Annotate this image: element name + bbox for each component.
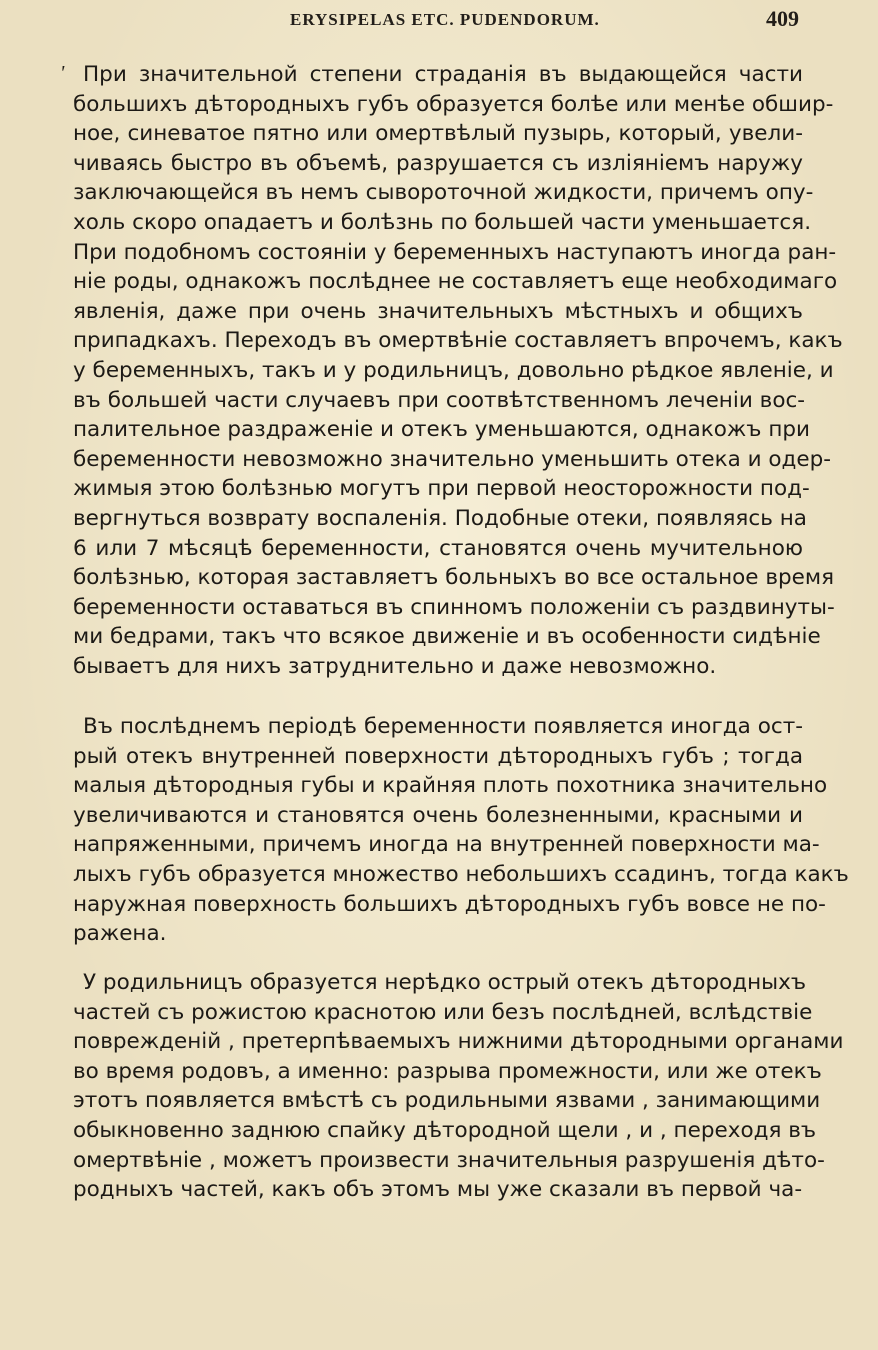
text-line: ное, синеватое пятно или омертвѣлый пузырь, который, увели-: [73, 121, 803, 147]
text-line: ніе роды, однакожъ послѣднее не составляетъ еще необходимаго: [73, 269, 838, 295]
paragraph-1: [73, 60, 843, 681]
text-line: поврежденій , претерпѣваемыхъ нижними дѣтородными органами: [73, 1029, 844, 1055]
text-line: беременности невозможно значительно уменьшить отека и одер-: [73, 446, 832, 472]
text-line: ми бедрами, такъ что всякое движеніе и въ особенности сидѣніе: [73, 624, 821, 650]
text-line: При подобномъ состояніи у беременныхъ наступаютъ иногда ран-: [73, 239, 837, 265]
text-line: 6 или 7 мѣсяцѣ беременности, становятся очень мучительною: [73, 535, 803, 561]
text-line: этотъ появляется вмѣстѣ съ родильными язвами , занимающими: [73, 1088, 821, 1114]
paragraph-3: [73, 968, 844, 1205]
text-line: При значительной степени страданія въ выдающейся части: [83, 62, 803, 87]
text-line: заключающейся въ немъ сывороточной жидкости, причемъ опу-: [73, 180, 814, 206]
text-line: болѣзнью, которая заставляетъ больныхъ во все остальное время: [73, 565, 835, 591]
text-line: Въ послѣднемъ періодѣ беременности появляется иногда ост-: [83, 714, 803, 739]
text-line: ражена.: [73, 921, 167, 947]
text-line: частей съ рожистою краснотою или безъ послѣдней, вслѣдствіе: [73, 999, 813, 1025]
text-line: омертвѣніе , можетъ произвести значительныя разрушенія дѣто-: [73, 1147, 825, 1173]
text-line: обыкновенно заднюю спайку дѣтородной щели , и , переходя въ: [73, 1117, 817, 1143]
text-line: беременности оставаться въ спинномъ положеніи съ раздвинуты-: [73, 594, 835, 620]
text-line: родныхъ частей, какъ объ этомъ мы уже сказали въ первой ча-: [73, 1177, 803, 1203]
text-line: во время родовъ, а именно: разрыва промежности, или же отекъ: [73, 1058, 822, 1084]
note-mark: ': [60, 62, 65, 84]
text-line: малыя дѣтородныя губы и крайняя плоть похотника значительно: [73, 773, 828, 799]
paragraph-2: [73, 712, 849, 949]
text-line: увеличиваются и становятся очень болезненными, красными и: [73, 802, 803, 828]
text-line: вергнуться возврату воспаленія. Подобные отеки, появляясь на: [73, 505, 807, 531]
text-line: рый отекъ внутренней поверхности дѣтородныхъ губъ ; тогда: [73, 743, 803, 769]
text-line: явленія, даже при очень значительныхъ мѣстныхъ и общихъ: [73, 298, 803, 324]
text-line: въ большей части случаевъ при соотвѣтственномъ леченіи вос-: [73, 387, 806, 413]
text-line: напряженными, причемъ иногда на внутренней поверхности ма-: [73, 832, 820, 858]
page-number: 409: [766, 6, 799, 31]
text-line: холь скоро опадаетъ и болѣзнь по большей части уменьшается.: [73, 209, 812, 235]
running-head: ERYSIPELAS ETC. PUDENDORUM.: [290, 10, 600, 29]
text-line: лыхъ губъ образуется множество небольшихъ ссадинъ, тогда какъ: [73, 861, 849, 887]
text-line: большихъ дѣтородныхъ губъ образуется болѣе или менѣе обшир-: [73, 91, 834, 117]
text-line: чиваясь быстро въ объемѣ, разрушается съ изліяніемъ наружу: [73, 150, 803, 176]
text-line: бываетъ для нихъ затруднительно и даже невозможно.: [73, 653, 717, 679]
text-line: жимыя этою болѣзнью могутъ при первой неосторожности под-: [73, 476, 810, 502]
text-line: припадкахъ. Переходъ въ омертвѣніе составляетъ впрочемъ, какъ: [73, 328, 843, 354]
text-line: палительное раздраженіе и отекъ уменьшаются, однакожъ при: [73, 417, 810, 443]
text-line: наружная поверхность большихъ дѣтородныхъ губъ вовсе не по-: [73, 891, 826, 917]
text-line: у беременныхъ, такъ и у родильницъ, довольно рѣдкое явленіе, и: [73, 357, 834, 383]
text-line: У родильницъ образуется нерѣдко острый отекъ дѣтородныхъ: [83, 970, 807, 995]
